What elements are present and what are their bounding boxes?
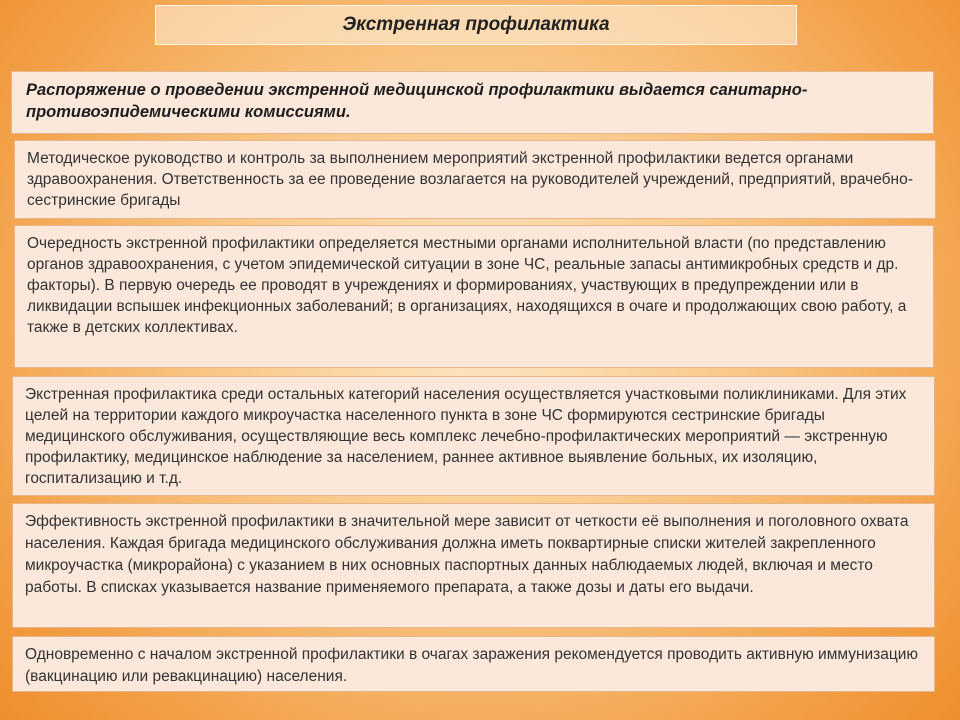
text-block-effectiveness bbox=[12, 503, 935, 628]
slide-title: Экстренная профилактика bbox=[342, 14, 610, 35]
lead-statement-text: Распоряжение о проведении экстренной медицинской профилактики выдается санитарно-противоэпидемическими комиссиями. bbox=[26, 81, 808, 121]
text-block-immunization bbox=[12, 636, 935, 692]
text-block-population bbox=[12, 376, 935, 496]
text-block-guidance-text: Методическое руководство и контроль за выполнением мероприятий экстренной профилактики ведется органами здравоохранения. Ответственность за ее проведение возлагается на руководителей учреждений, предприятий, врачебно-сестринские бригады bbox=[27, 150, 913, 209]
title-bar bbox=[155, 5, 797, 45]
text-block-guidance bbox=[14, 140, 936, 219]
lead-statement-box bbox=[11, 71, 934, 134]
text-block-priority-text: Очередность экстренной профилактики определяется местными органами исполнительной власти (по представлению органов здравоохранения, с учетом эпидемической ситуации в зоне ЧС, реальные запасы антимикробных средств и др. факторы). В первую очередь ее проводят в учреждениях и формированиях, участвующих в предупреждении или в ликвидации вспышек инфекционных заболеваний; в организациях, находящихся в очаге и продолжающих свою работу, а также в детских коллективах. bbox=[27, 235, 907, 336]
text-block-priority bbox=[14, 225, 934, 368]
text-block-effectiveness-text: Эффективность экстренной профилактики в значительной мере зависит от четкости её выполнения и поголовного охвата населения. Каждая бригада медицинского обслуживания должна иметь поквартирные списки жителей закрепленного микроучастка (микрорайона) с указанием в них основных паспортных данных наблюдаемых людей, включая и место работы. В списках указывается название применяемого препарата, а также дозы и даты его выдачи. bbox=[25, 513, 909, 596]
text-block-immunization-text: Одновременно с началом экстренной профилактики в очагах заражения рекомендуется проводить активную иммунизацию (вакцинацию или ревакцинацию) населения. bbox=[25, 646, 919, 685]
text-block-population-text: Экстренная профилактика среди остальных категорий населения осуществляется участковыми поликлиниками. Для этих целей на территории каждого микроучастка населенного пункта в зоне ЧС формируются сестринские бригады медицинского обслуживания, осуществляющие весь комплекс лечебно-профилактических мероприятий — экстренную профилактику, медицинское наблюдение за населением, раннее активное выявление больных, их изоляцию, госпитализацию и т.д. bbox=[25, 386, 907, 487]
